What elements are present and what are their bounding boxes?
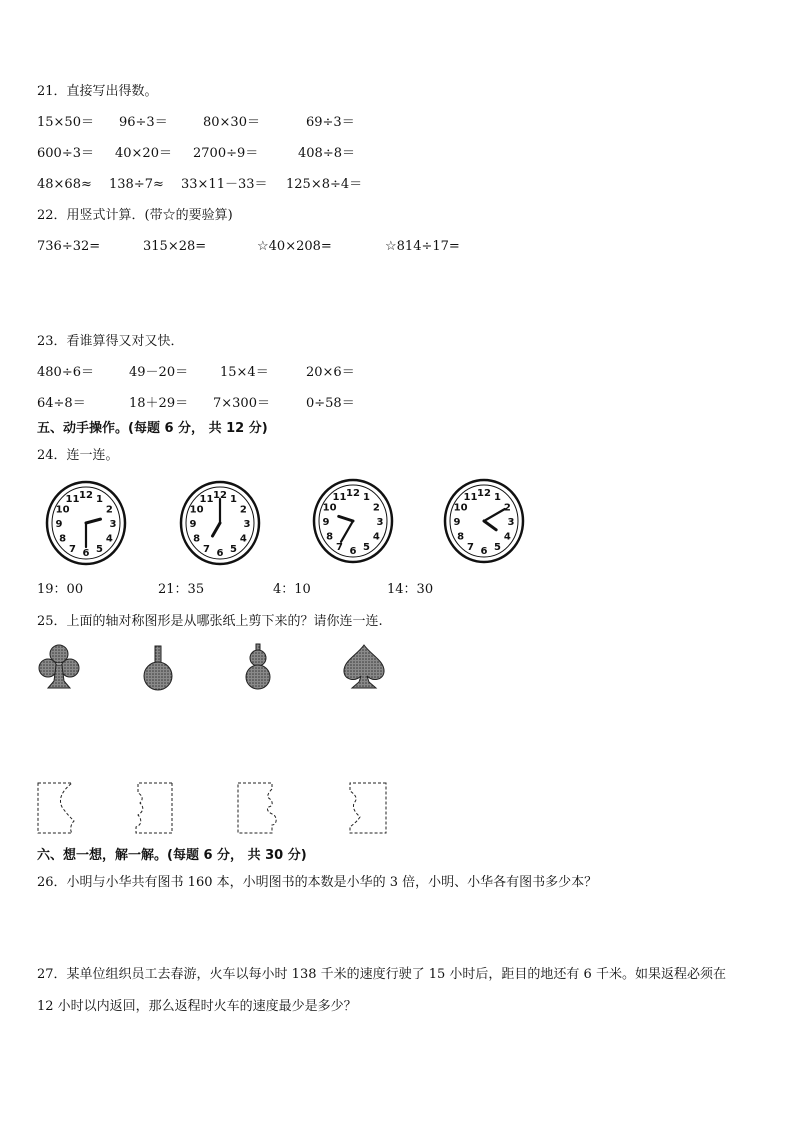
svg-text:11: 11 bbox=[332, 491, 347, 503]
section-6-heading: 六、想一想，解一解。(每题 6 分， 共 30 分) bbox=[37, 848, 307, 863]
svg-text:8: 8 bbox=[59, 533, 67, 545]
svg-text:4: 4 bbox=[372, 531, 380, 543]
svg-text:6: 6 bbox=[349, 546, 357, 557]
q24-time-1: 19：00 bbox=[37, 582, 84, 597]
svg-text:4: 4 bbox=[105, 533, 113, 545]
q22-item-3: ☆40×208= bbox=[257, 239, 332, 254]
q21-r2-c3: 2700÷9＝ bbox=[193, 146, 259, 161]
svg-text:6: 6 bbox=[480, 546, 488, 557]
svg-text:10: 10 bbox=[322, 502, 337, 514]
svg-text:3: 3 bbox=[376, 517, 384, 528]
q21-r1-c2: 96÷3＝ bbox=[119, 115, 168, 130]
svg-text:11: 11 bbox=[65, 493, 80, 505]
svg-text:2: 2 bbox=[503, 502, 511, 514]
svg-text:12: 12 bbox=[346, 488, 360, 499]
svg-text:3: 3 bbox=[109, 519, 117, 530]
svg-text:2: 2 bbox=[372, 502, 380, 514]
svg-text:12: 12 bbox=[477, 488, 491, 499]
clock-3-icon bbox=[311, 478, 395, 564]
svg-text:3: 3 bbox=[507, 517, 515, 528]
svg-text:4: 4 bbox=[239, 533, 247, 545]
q23-r2-c4: 0÷58＝ bbox=[306, 396, 355, 411]
svg-text:11: 11 bbox=[199, 493, 214, 505]
q23-title: 23．看谁算得又对又快． bbox=[37, 334, 184, 349]
q22-item-2: 315×28= bbox=[143, 239, 207, 254]
svg-text:7: 7 bbox=[203, 544, 210, 556]
svg-text:8: 8 bbox=[326, 531, 334, 543]
folded-paper-3 bbox=[236, 781, 280, 835]
svg-text:5: 5 bbox=[230, 544, 237, 556]
svg-text:5: 5 bbox=[494, 542, 501, 554]
q22-title: 22．用竖式计算．(带☆的要验算) bbox=[37, 208, 233, 223]
q23-r2-c3: 7×300＝ bbox=[213, 396, 270, 411]
svg-text:9: 9 bbox=[55, 519, 63, 530]
q21-r2-c2: 40×20＝ bbox=[115, 146, 172, 161]
svg-text:8: 8 bbox=[457, 531, 465, 543]
clock-2-icon bbox=[178, 480, 262, 566]
q23-r2-c1: 64÷8＝ bbox=[37, 396, 86, 411]
folded-paper-2 bbox=[130, 781, 174, 835]
svg-text:7: 7 bbox=[336, 542, 343, 554]
q24-time-3: 4：10 bbox=[273, 582, 311, 597]
gourd-shape-icon bbox=[243, 643, 273, 693]
q21-r2-c4: 408÷8＝ bbox=[298, 146, 355, 161]
q22-item-4: ☆814÷17= bbox=[385, 239, 460, 254]
q25-title: 25．上面的轴对称图形是从哪张纸上剪下来的？请你连一连. bbox=[37, 614, 383, 629]
q21-r2-c1: 600÷3＝ bbox=[37, 146, 94, 161]
svg-text:12: 12 bbox=[213, 490, 227, 501]
folded-paper-1 bbox=[36, 781, 78, 835]
q21-r3-c3: 33×11－33＝ bbox=[181, 177, 268, 192]
clock-4-icon bbox=[442, 478, 526, 564]
svg-text:7: 7 bbox=[69, 544, 76, 556]
q21-r3-c2: 138÷7≈ bbox=[109, 177, 164, 192]
svg-text:11: 11 bbox=[463, 491, 478, 503]
folded-paper-4 bbox=[344, 781, 388, 835]
q27-line-1: 27．某单位组织员工去春游，火车以每小时 138 千米的速度行驶了 15 小时后，距目的地还有 6 千米。如果返程必须在 bbox=[37, 967, 726, 982]
svg-text:12: 12 bbox=[79, 490, 93, 501]
q23-r2-c2: 18＋29＝ bbox=[129, 396, 189, 411]
svg-text:7: 7 bbox=[467, 542, 474, 554]
svg-text:6: 6 bbox=[216, 548, 224, 559]
q21-title: 21．直接写出得数。 bbox=[37, 84, 158, 99]
flask-shape-icon bbox=[140, 643, 176, 693]
svg-text:4: 4 bbox=[503, 531, 511, 543]
svg-text:1: 1 bbox=[230, 493, 237, 505]
q21-r3-c1: 48×68≈ bbox=[37, 177, 92, 192]
svg-text:5: 5 bbox=[96, 544, 103, 556]
svg-text:9: 9 bbox=[189, 519, 197, 530]
q21-r1-c3: 80×30＝ bbox=[203, 115, 260, 130]
svg-text:10: 10 bbox=[55, 504, 70, 516]
q22-item-1: 736÷32= bbox=[37, 239, 101, 254]
q24-time-4: 14：30 bbox=[387, 582, 434, 597]
svg-text:3: 3 bbox=[243, 519, 251, 530]
spade-shape-icon bbox=[341, 643, 387, 691]
svg-text:1: 1 bbox=[96, 493, 103, 505]
q23-r1-c1: 480÷6＝ bbox=[37, 365, 94, 380]
svg-text:8: 8 bbox=[193, 533, 201, 545]
section-5-heading: 五、动手操作。(每题 6 分， 共 12 分) bbox=[37, 421, 268, 436]
q26-text: 26．小明与小华共有图书 160 本，小明图书的本数是小华的 3 倍，小明、小华各有图书多少本？ bbox=[37, 875, 598, 890]
q23-r1-c2: 49－20＝ bbox=[129, 365, 189, 380]
clock-1-icon bbox=[44, 480, 128, 566]
club-shape-icon bbox=[37, 643, 81, 691]
svg-text:2: 2 bbox=[105, 504, 113, 516]
svg-text:10: 10 bbox=[453, 502, 468, 514]
q21-r1-c1: 15×50＝ bbox=[37, 115, 94, 130]
q27-line-2: 12 小时以内返回，那么返程时火车的速度最少是多少？ bbox=[37, 999, 357, 1014]
q24-time-2: 21：35 bbox=[158, 582, 205, 597]
svg-text:2: 2 bbox=[239, 504, 247, 516]
q21-r1-c4: 69÷3＝ bbox=[306, 115, 355, 130]
q23-r1-c3: 15×4＝ bbox=[220, 365, 269, 380]
svg-text:1: 1 bbox=[363, 491, 370, 503]
svg-text:6: 6 bbox=[82, 548, 90, 559]
svg-text:1: 1 bbox=[494, 491, 501, 503]
svg-text:5: 5 bbox=[363, 542, 370, 554]
q23-r1-c4: 20×6＝ bbox=[306, 365, 355, 380]
svg-text:9: 9 bbox=[322, 517, 330, 528]
q24-title: 24．连一连。 bbox=[37, 448, 119, 463]
svg-text:9: 9 bbox=[453, 517, 461, 528]
q21-r3-c4: 125×8÷4＝ bbox=[286, 177, 363, 192]
svg-text:10: 10 bbox=[189, 504, 204, 516]
